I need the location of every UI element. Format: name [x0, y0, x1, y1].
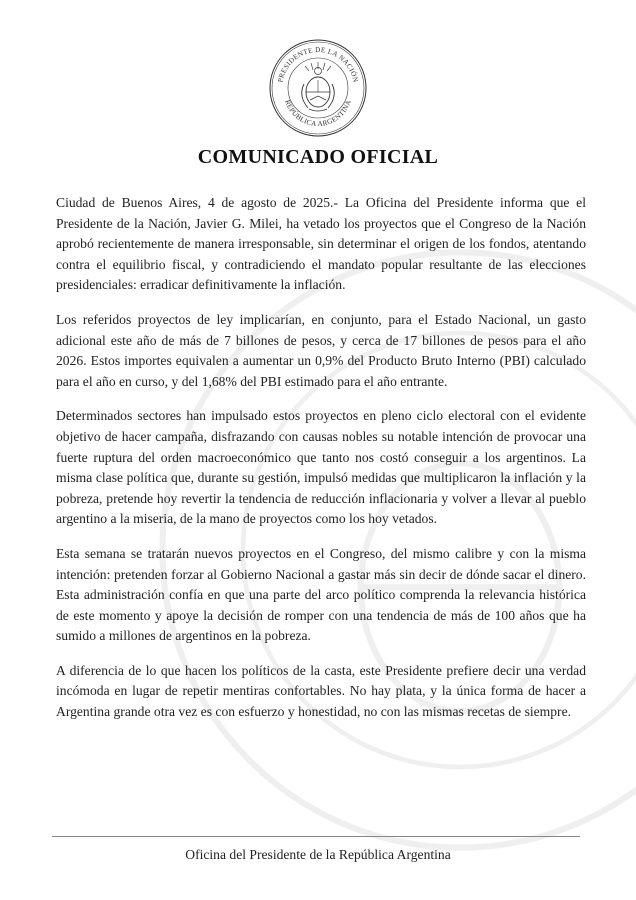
document-body	[56, 193, 586, 737]
footer-text: Oficina del Presidente de la República Argentina	[185, 847, 451, 862]
svg-text:REPÚBLICA ARGENTINA: REPÚBLICA ARGENTINA	[283, 98, 353, 129]
paragraph: Determinados sectores han impulsado estos proyectos en pleno ciclo electoral con el evidente objetivo de hacer campaña, disfrazando con causas nobles su notable intención de provocar una fuerte ruptura del orden macroeconómico que tanto nos costó conseguir a los argentinos. La misma clase política que, durante su gestión, impulsó medidas que multiplicaron la inflación y la pobreza, pretende hoy revertir la tendencia de reducción inflacionaria y volver a llevar al pueblo argentino a la miseria, de la mano de proyectos como los hoy vetados.	[56, 408, 586, 527]
paragraph: Esta semana se tratarán nuevos proyectos en el Congreso, del mismo calibre y con la misma intención: pretenden forzar al Gobierno Nacional a gastar más sin decir de dónde sacar el dinero. Esta administración confía en que una parte del arco político comprenda la relevancia histórica de este momento y apoye la decisión de romper con una tendencia de más de 100 años que ha sumido a millones de argentinos en la pobreza.	[56, 545, 586, 644]
page-title: COMUNICADO OFICIAL	[197, 146, 439, 168]
paragraph: Ciudad de Buenos Aires, 4 de agosto de 2025.- La Oficina del Presidente informa que el Presidente de la Nación, Javier G. Milei, ha vetado los proyectos que el Congreso de la Nación aprobó recientemente de manera irresponsable, sin determinar el origen de los fondos, atentando contra el equilibrio fiscal, y contradiciendo el mandato popular resultante de las elecciones presidenciales: erradicar definitivamente la inflación.	[56, 195, 586, 293]
paragraph: A diferencia de lo que hacen los políticos de la casta, este Presidente prefiere decir una verdad incómoda en lugar de repetir mentiras confortables. No hay plata, y la única forma de hacer a Argentina grande otra vez es con esfuerzo y honestidad, no con las mismas recetas de siempre.	[56, 662, 586, 720]
footer-divider	[52, 836, 580, 837]
presidential-seal-logo	[268, 38, 368, 138]
paragraph: Los referidos proyectos de ley implicarían, en conjunto, para el Estado Nacional, un gasto adicional este año de más de 7 billones de pesos, y cerca de 17 billones de pesos para el año 2026. Estos importes equivalen a aumentar un 0,9% del Producto Bruto Interno (PBI) calculado para el año en curso, y del 1,68% del PBI estimado para el año entrante.	[56, 311, 586, 389]
svg-text:PRESIDENTE DE LA NACIÓN: PRESIDENTE DE LA NACIÓN	[276, 45, 360, 84]
